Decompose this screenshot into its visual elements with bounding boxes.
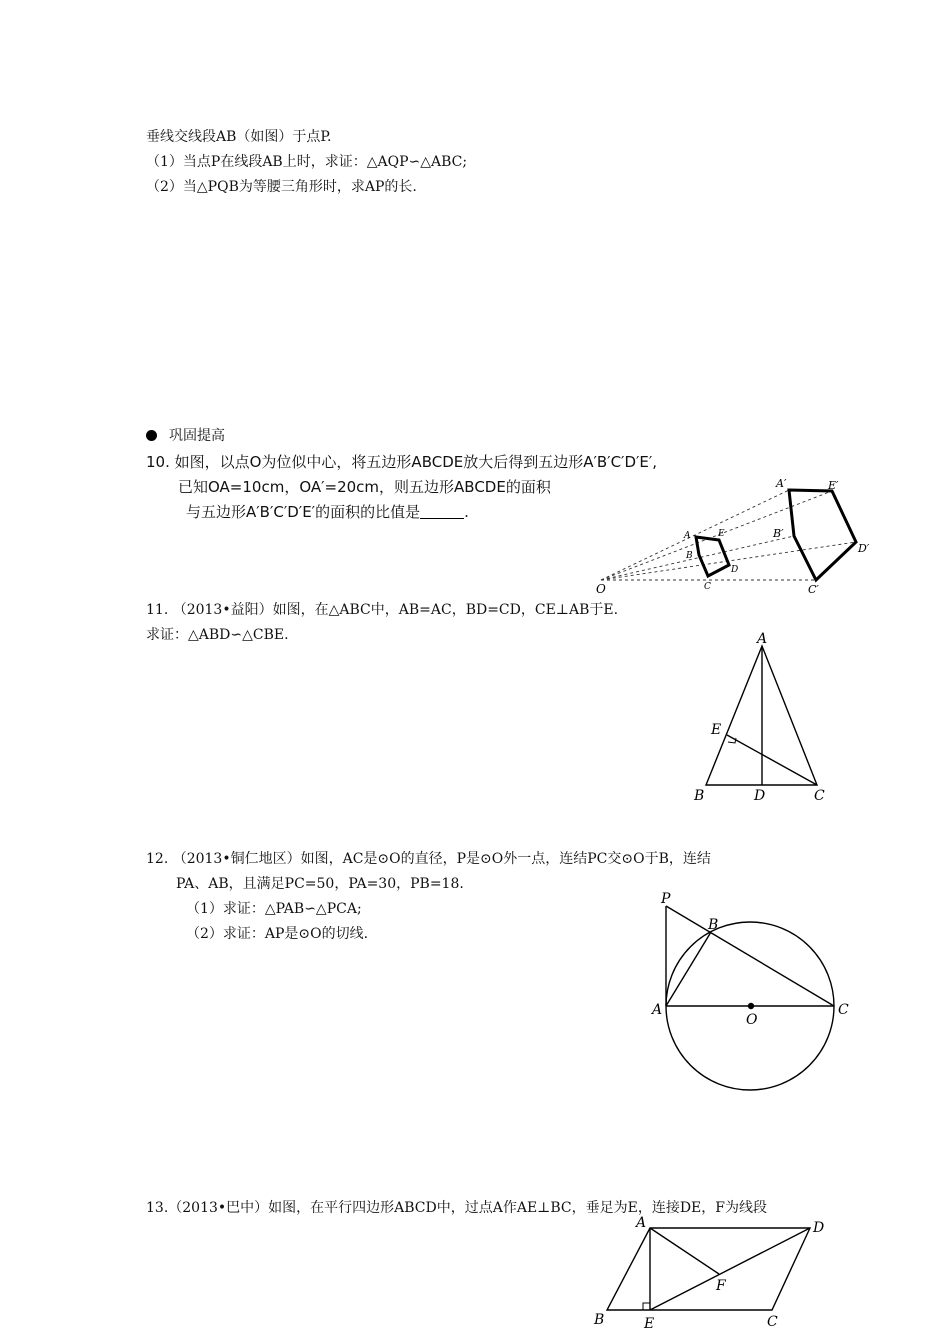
fig13-label-b: B <box>594 1312 605 1328</box>
q10-end: . <box>464 503 469 521</box>
fig12-label-o: O <box>746 1012 758 1028</box>
q12-line-3: （1）求证：△PAB∽△PCA; <box>186 901 362 917</box>
fig11-label-c: C <box>814 788 825 804</box>
q12-line-2: PA、AB，且满足PC=50，PA=30，PB=18. <box>176 876 464 892</box>
q10-line-2: 已知OA=10cm，OA′=20cm，则五边形ABCDE的面积 <box>178 478 551 496</box>
fig12-label-c: C <box>838 1002 849 1018</box>
fig13-label-f: F <box>716 1278 726 1294</box>
fig10-label-e: E <box>718 529 725 539</box>
fig13-label-c: C <box>767 1314 778 1330</box>
fig13-label-e: E <box>644 1316 655 1332</box>
text-line-3: （2）当△PQB为等腰三角形时，求AP的长. <box>146 179 417 195</box>
fig11-label-b: B <box>694 788 705 804</box>
fig11-label-e: E <box>711 722 722 738</box>
q11-line-2: 求证：△ABD∽△CBE. <box>146 627 289 643</box>
q12-line-1: 12. （2013•铜仁地区）如图，AC是⊙O的直径，P是⊙O外一点，连结PC交⊙O于B，连结 <box>146 851 711 867</box>
fig10-label-d2: D′ <box>858 542 870 555</box>
section-title: 巩固提高 <box>169 428 225 444</box>
fig10-label-b2: B′ <box>773 527 784 540</box>
fig10-label-c2: C′ <box>808 583 819 596</box>
fig10-label-o: O <box>596 582 606 596</box>
fig10-label-b: B <box>686 551 693 561</box>
fig10-label-c: C <box>704 582 711 592</box>
fig10-label-a2: A′ <box>776 477 787 490</box>
q12-line-4: （2）求证：AP是⊙O的切线. <box>186 926 369 942</box>
fig12-label-p: P <box>661 891 671 907</box>
q10-text: 与五边形A′B′C′D′E′的面积的比值是 <box>186 503 421 521</box>
fig10-label-e2: E′ <box>828 479 839 492</box>
q10-line-1: 10. 如图，以点O为位似中心，将五边形ABCDE放大后得到五边形A′B′C′D′E′, <box>146 453 658 471</box>
fig11-label-a: A <box>757 631 768 647</box>
fig13-label-a: A <box>636 1215 647 1231</box>
fig12-label-b: B <box>708 917 719 933</box>
fig10-label-a: A <box>684 531 691 541</box>
fig11-label-d: D <box>754 788 766 804</box>
q11-line-1: 11. （2013•益阳）如图，在△ABC中，AB=AC，BD=CD，CE⊥AB于E. <box>146 602 619 618</box>
text-line-1: 垂线交线段AB（如图）于点P. <box>146 129 332 145</box>
fig10-label-d: D <box>731 565 739 575</box>
fig13-label-d: D <box>813 1220 825 1236</box>
text-line-2: （1）当点P在线段AB上时，求证：△AQP∽△ABC; <box>146 154 468 170</box>
fig12-label-a: A <box>652 1002 663 1018</box>
q13-line-1: 13.（2013•巴中）如图，在平行四边形ABCD中，过点A作AE⊥BC，垂足为E，连接DE，F为线段 <box>146 1200 767 1216</box>
